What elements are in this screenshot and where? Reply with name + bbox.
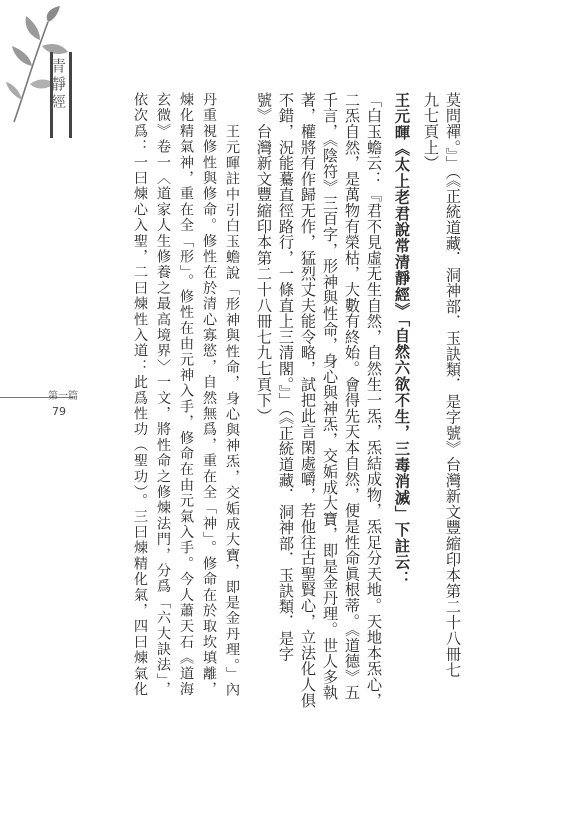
body-column-3: 煉化精氣神，重在全「形」。修性在由元神入手，修命在由元氣入手。今人蕭天石《道海: [178, 92, 194, 698]
book-title: 青靜經: [49, 58, 67, 112]
body-column-4: 玄微》卷一〈道家人生修養之最高境界〉一文，將性命之修煉法門，分爲「六大訣法」，: [155, 92, 171, 698]
folio-section-label: 第一篇: [48, 391, 78, 402]
text-column-1: 莫問禪。』」（《正統道藏．洞神部．玉訣類．是字號》台灣新文豐縮印本第二十八冊七: [444, 92, 462, 678]
text-column-2: 九七頁上）: [422, 92, 440, 171]
book-title-box: [50, 52, 72, 138]
page-number: 79: [52, 405, 66, 418]
quote-column-2: 二炁自然，是萬物有榮枯，大數有終始。會得先天本自然，便是性命眞根蒂。《道德》五: [343, 92, 361, 701]
body-column-5: 依次爲：一曰煉心入聖，二曰煉性入道：此爲性功（聖功）。三曰煉精化氣，四曰煉氣化: [132, 92, 148, 698]
quote-column-4: 著，權將有作歸无作，猛烈丈夫能令略，試把此言閑處嚼，若他往古聖賢心，立法化人俱: [299, 92, 317, 709]
quote-column-6: 號》台灣新文豐縮印本第二十八冊七九七頁下）: [255, 92, 273, 424]
quote-column-3: 千言，《陰符》三百字，形神與性命，身心與神炁，交姤成大寶，即是金丹理。世人多執: [321, 92, 339, 701]
body-column-1: 王元暉註中引白玉蟾說「形神與性命，身心與神炁，交姤成大寶，即是金丹理。」內: [224, 124, 240, 698]
body-column-2: 丹重視修性與修命。修性在於清心寡慾，自然無爲，重在全「神」。修命在於取坎填離，: [201, 92, 217, 698]
section-heading: 王元暉《太上老君說常清靜經》「自然六欲不生，三毒消滅」下註云：: [393, 92, 411, 587]
quote-column-5: 不錯，況能驀直徑路行，一條直上三清閣。』」（《正統道藏．洞神部．玉訣類．是字: [277, 92, 295, 662]
quote-column-1: 「白玉蟾云：『君不見虛无生自然，自然生一炁，炁結成物，炁足分天地。天地本炁心，: [365, 92, 383, 709]
